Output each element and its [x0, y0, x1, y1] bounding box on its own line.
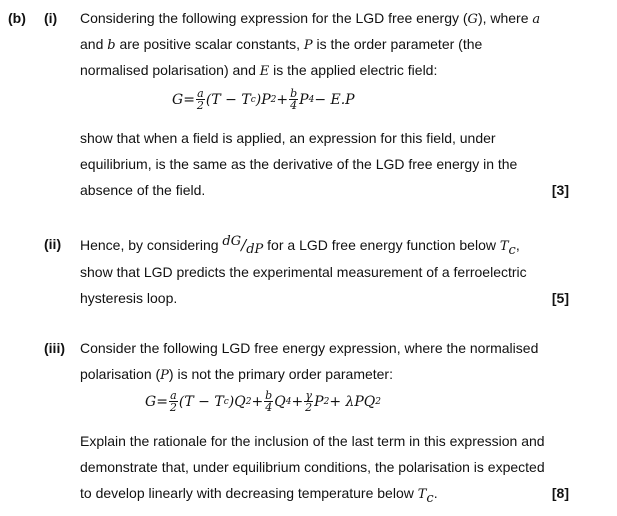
q2-line-3: hysteresis loop.	[80, 290, 178, 306]
q1-after-line-3: absence of the field.	[80, 182, 206, 198]
question-ii-label: (ii)	[44, 236, 62, 252]
q3-line-2: polarisation (P) is not the primary order parameter:	[80, 366, 393, 383]
q2-line-1: Hence, by considering dG/dP for a LGD free energy function below $T_c$,	[80, 234, 520, 258]
q3-after-line-1: Explain the rationale for the inclusion of the last term in this expression and	[80, 433, 545, 449]
q2-marks: [5]	[551, 290, 569, 306]
lgd-equation-2: G = $\frac{a}{2}$ (T − T c )Q 2 + $\frac{b}{4}$ Q 4 + $\frac{\gamma}{2}$ P 2 + λPQ 2	[145, 389, 382, 414]
q3-after-line-2: demonstrate that, under equilibrium conditions, the polarisation is expected	[80, 459, 545, 475]
q1-after-line-2: equilibrium, is the same as the derivative of the LGD free energy in the	[80, 156, 518, 172]
q1-line-2: and b are positive scalar constants, P is the order parameter (the	[80, 36, 483, 53]
q1-marks: [3]	[551, 182, 569, 198]
lgd-equation-1: G = $\frac{a}{2}$ (T − T c )P 2 + $\frac{b}{4}$ P 4 − E.P	[172, 87, 355, 112]
q3-last-line: to develop linearly with decreasing temperature below $T_c$.	[80, 485, 438, 506]
q1-line-3: normalised polarisation) and E is the applied electric field:	[80, 62, 438, 79]
part-b-label: (b)	[8, 10, 26, 26]
question-i-label: (i)	[44, 10, 58, 26]
q1-line-1: Considering the following expression for the LGD free energy (G), where a	[80, 10, 541, 27]
question-iii-label: (iii)	[44, 340, 65, 356]
q2-line-2: show that LGD predicts the experimental measurement of a ferroelectric	[80, 264, 527, 280]
q3-marks: [8]	[551, 485, 569, 501]
q1-after-line-1: show that when a field is applied, an expression for this field, under	[80, 130, 496, 146]
q3-line-1: Consider the following LGD free energy expression, where the normalised	[80, 340, 539, 356]
